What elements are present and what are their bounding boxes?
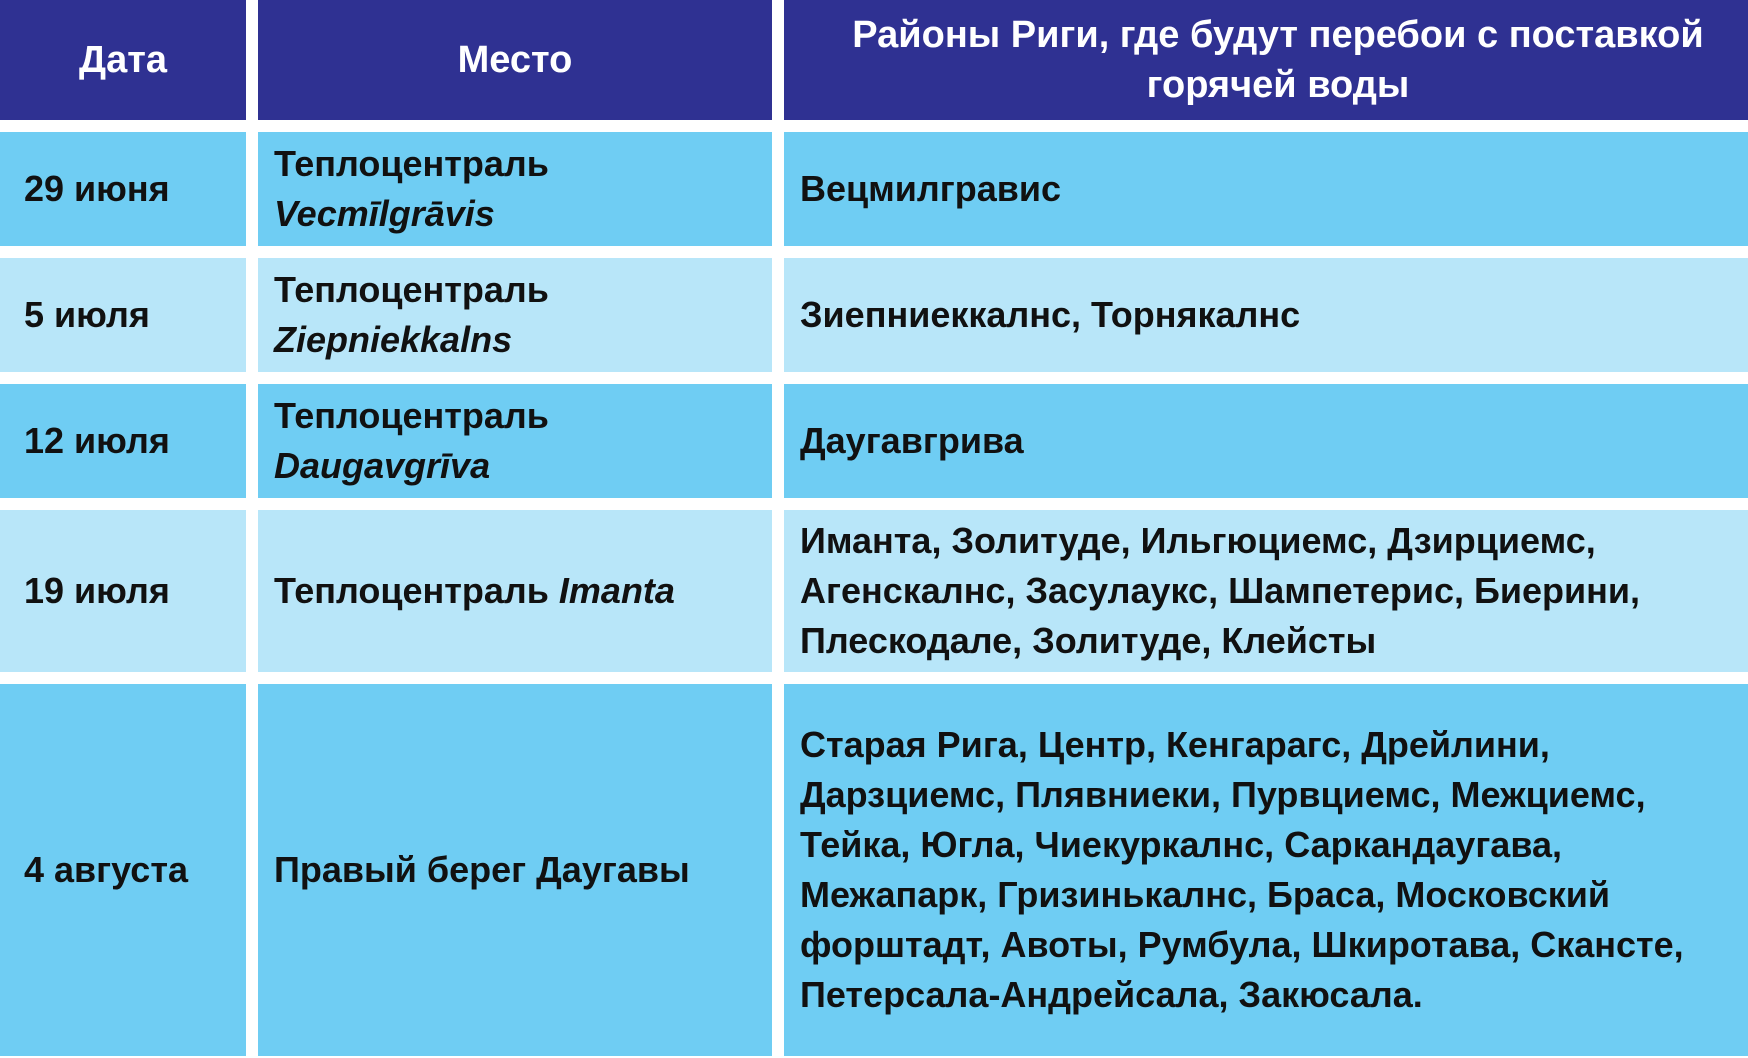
row-date-text: 19 июля <box>24 570 170 611</box>
row-4-districts <box>784 510 1748 672</box>
header-districts-label: Районы Риги, где будут перебои с поставкой горячей воды <box>852 14 1704 106</box>
header-place <box>258 0 772 120</box>
place-prefix: Теплоцентраль <box>274 395 549 436</box>
header-place-label: Место <box>457 39 573 81</box>
place-prefix: Теплоцентраль <box>274 269 549 310</box>
row-5-place <box>258 684 772 1056</box>
row-date-text: 12 июля <box>24 420 170 461</box>
districts-text: Иманта, Золитуде, Ильгюциемс, Дзирциемс, Агенскалнс, Засулаукс, Шампетерис, Биерини, Плескодале, Золитуде, Клейсты <box>800 520 1641 661</box>
row-1-place <box>258 132 772 246</box>
row-date-text: 5 июля <box>24 294 150 335</box>
row-1-districts <box>784 132 1748 246</box>
row-4-date <box>0 510 246 672</box>
header-date-label: Дата <box>79 39 167 81</box>
districts-text: Зиепниеккалнс, Торнякалнс <box>800 294 1301 335</box>
districts-text: Даугавгрива <box>800 420 1024 461</box>
districts-text: Вецмилгравис <box>800 168 1062 209</box>
districts-text: Старая Рига, Центр, Кенгарагс, Дрейлини, Дарзциемс, Плявниеки, Пурвциемс, Межциемс, Тейка, Югла, Чиекуркалнс, Саркандаугава, Межапарк, Гризинькалнс, Браса, Московский форштадт, Авоты, Румбула, Шкиротава, Сканстe, Петерсала-Андрейсала, Закюсала. <box>800 724 1684 1015</box>
place-name: Imanta <box>558 570 675 611</box>
place-name: Vecmīlgrāvis <box>274 193 495 234</box>
row-5-date <box>0 684 246 1056</box>
row-4-place <box>258 510 772 672</box>
place-prefix: Теплоцентраль <box>274 143 549 184</box>
row-date-text: 4 августа <box>24 849 188 890</box>
place-prefix: Теплоцентраль <box>274 570 549 611</box>
row-3-districts <box>784 384 1748 498</box>
place-name: Daugavgrīva <box>274 445 491 486</box>
row-3-date <box>0 384 246 498</box>
row-2-place <box>258 258 772 372</box>
place-text: Правый берег Даугавы <box>274 849 690 890</box>
place-name: Ziepniekkalns <box>274 319 513 360</box>
row-1-date <box>0 132 246 246</box>
header-districts <box>784 0 1748 120</box>
row-date-text: 29 июня <box>24 168 170 209</box>
row-5-districts <box>784 684 1748 1056</box>
row-3-place <box>258 384 772 498</box>
header-date <box>0 0 246 120</box>
row-2-date <box>0 258 246 372</box>
row-2-districts <box>784 258 1748 372</box>
